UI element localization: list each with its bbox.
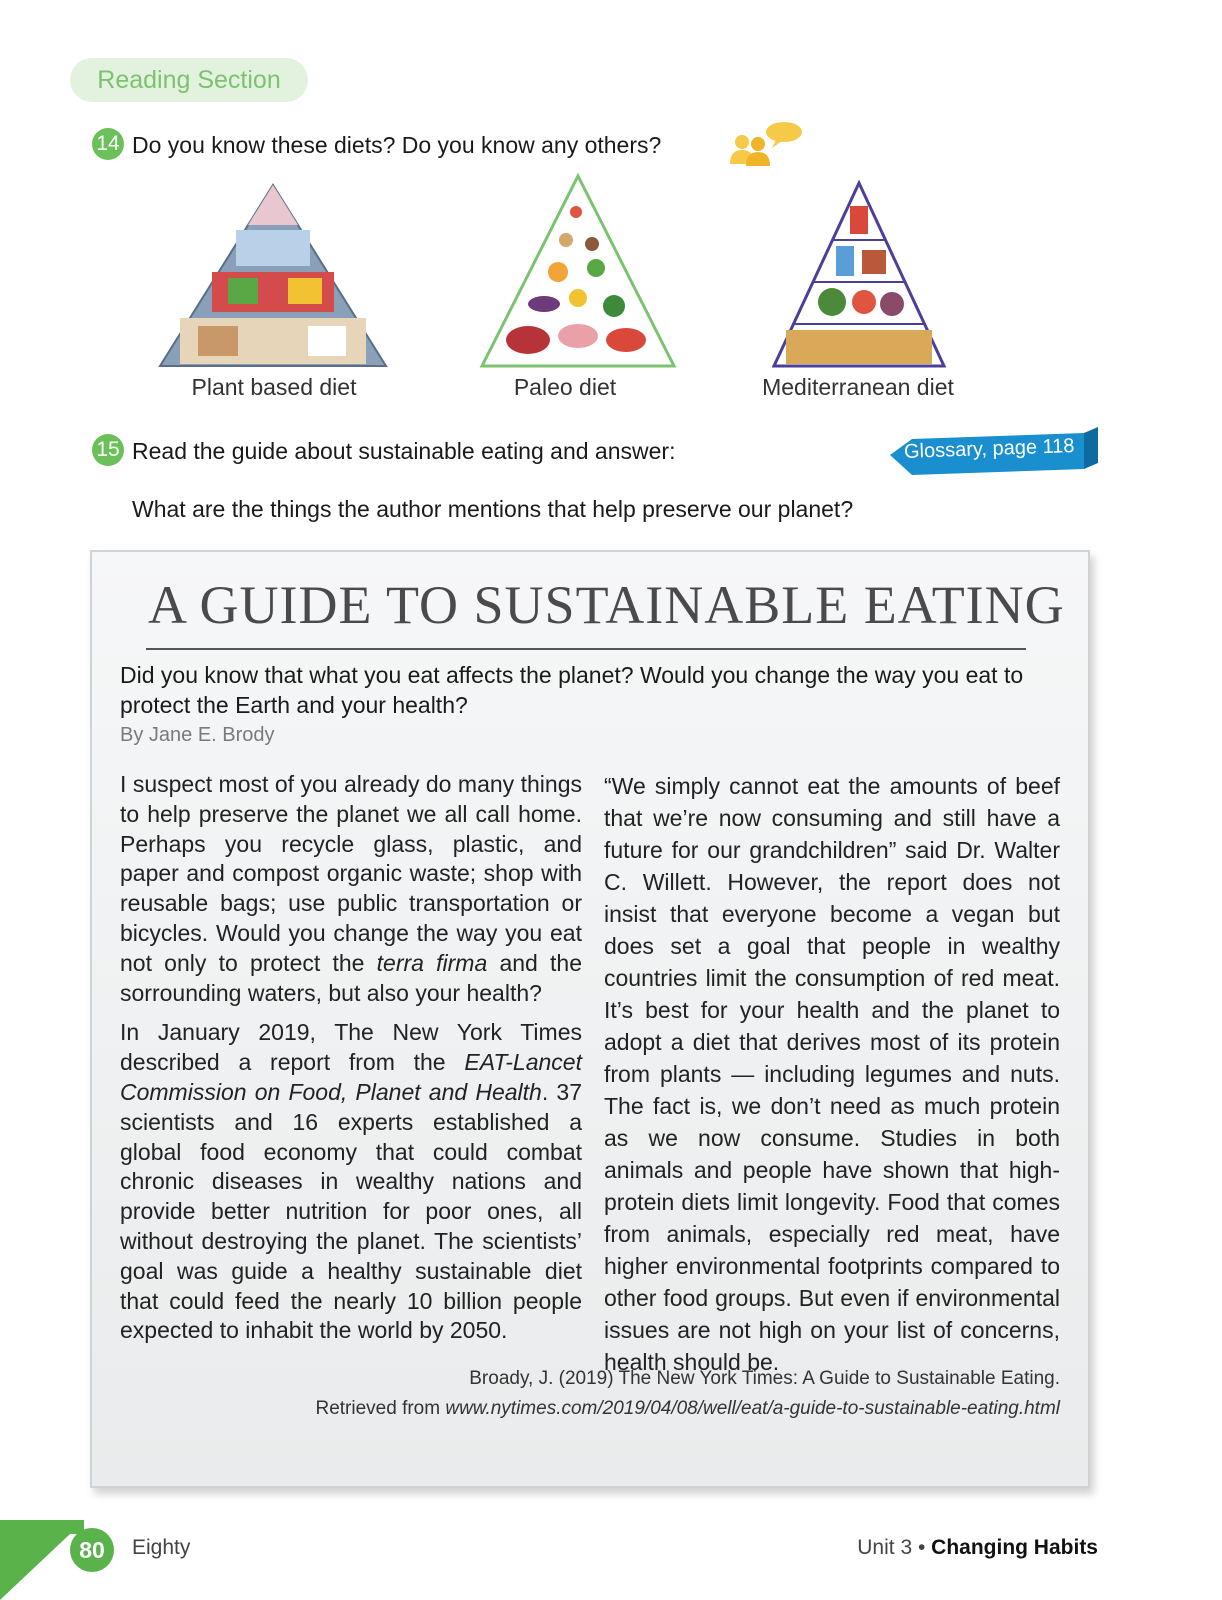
article-box (90, 550, 1090, 1488)
page-number-word: Eighty (132, 1536, 191, 1559)
article-byline: By Jane E. Brody (120, 724, 275, 746)
diet-caption: Mediterranean diet (762, 374, 954, 400)
diet-caption: Plant based diet (191, 374, 357, 400)
citation-line: Retrieved from www.nytimes.com/2019/04/08/well/eat/a-guide-to-sustainable-eating.html (315, 1398, 1060, 1419)
question-15-number: 15 (92, 434, 124, 466)
article-column-right (604, 770, 1060, 1388)
paragraph-3: “We simply cannot eat the amounts of beef that we’re now consuming and still have a future for our grandchildren” said Dr. Walter C. Willett. However, the report does not insist that everyone become a vegan but does set a goal that people in wealthy countries limit the consumption of red meat. It’s best for your health and the planet to adopt a diet that derives most of its protein from plants — including legumes and nuts. The fact is, we don’t need as much protein as we now consume. Studies in both animals and people have shown that high-protein diets limit longevity. Food that comes from animals, especially red meat, have higher environmental footprints compared to other food groups. But even if environmental issues are not high on your list of concerns, health should be. (604, 773, 1060, 1375)
page-number: 80 (70, 1528, 114, 1572)
question-14-number: 14 (92, 128, 124, 160)
article-column-left (120, 770, 582, 1356)
unit-label: Unit 3 • Changing Habits (857, 1536, 1098, 1559)
question-14-text: Do you know these diets? Do you know any others? (132, 132, 662, 158)
citation-line: Broady, J. (2019) The New York Times: A Guide to Sustainable Eating. (469, 1368, 1060, 1389)
question-15-text: Read the guide about sustainable eating and answer: (132, 438, 676, 464)
paragraph-2: In January 2019, The New York Times described a report from the EAT-Lancet Commission on Food, Planet and Health. 37 scientists and 16 experts established a global food economy that could combat chronic diseases in wealthy nations and provide better nutrition for poor ones, all without destroying the planet. The scientists’ goal was guide a healthy sustainable diet that could feed the nearly 10 billion people expected to inhabit the world by 2050. (120, 1019, 582, 1344)
citation-url[interactable]: www.nytimes.com/2019/04/08/well/eat/a-guide-to-sustainable-eating.html (445, 1398, 1060, 1419)
section-tag: Reading Section (70, 58, 308, 102)
paragraph-1: I suspect most of you already do many things to help preserve the planet we all call home. Perhaps you recycle glass, plastic, and paper and compost organic waste; shop with reusable bags; use public transportation or bicycles. Would you change the way you eat not only to protect the terra firma and the sorrounding waters, but also your health? (120, 771, 582, 1006)
paleo-pyramid-image (478, 172, 678, 370)
article-citation (315, 1364, 1060, 1424)
article-lede: Did you know that what you eat affects the planet? Would you change the way you eat to protect the Earth and your health? (120, 662, 1024, 718)
people-speech-icon (728, 118, 804, 168)
article-title: A GUIDE TO SUSTAINABLE EATING (148, 575, 1065, 635)
glossary-link[interactable]: Glossary, page 118 (903, 435, 1075, 463)
title-divider (146, 648, 1026, 650)
diet-caption: Paleo diet (513, 374, 617, 400)
mediterranean-pyramid-image (772, 180, 946, 370)
plant-based-pyramid-image (158, 180, 388, 370)
question-15-prompt: What are the things the author mentions that help preserve our planet? (132, 496, 854, 522)
